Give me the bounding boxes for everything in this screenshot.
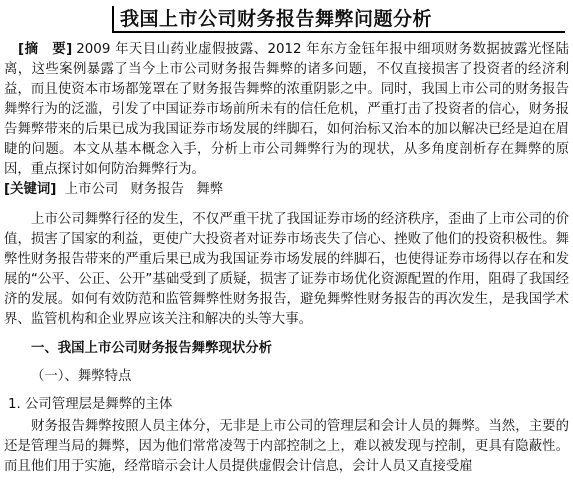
section-heading: 一、我国上市公司财务报告舞弊现状分析 (31, 341, 273, 356)
keyword-item: 财务报告 (130, 182, 185, 197)
abstract-tag: [摘 要] (18, 42, 73, 57)
abstract-text: 2009 年天目山药业虚假披露、2012 年东方金钰年报中细项财务数据披露光怪陆离，这些案例暴露了当今上市公司财务报告舞弊的诸多问题，不仅直接损害了投资者的经济利益，而且使资本市场都笼罩在了财务报告舞弊的浓重阴影之中。同时，我国上市公司的财务报告舞弊行为的泛滥，引发了中国证券市场前所未有的信任危机，严重打击了投资者的信心，财务报告舞弊带来的后果已成为我国证券市场发展的绊脚石，如何治标又治本的加以解决已经是迫在眉睫的问题。本文从基本概念入手，分析上市公司舞弊行为的现状，从多角度剖析存在舞弊的原因，重点探讨如何防治舞弊行为。 (4, 42, 569, 177)
keyword-item: 舞弊 (196, 182, 224, 197)
keywords-line (4, 180, 569, 200)
intro-paragraph: 上市公司舞弊行径的发生，不仅严重干扰了我国证券市场的经济秩序，歪曲了上市公司的价值，损害了国家的利益，更使广大投资者对证券市场丧失了信心、挫败了他们的投资积极性。舞弊性财务报告带来的严重后果已成为我国证券市场发展的绊脚石，也使得证券市场得以存在和发展的“公平、公正、公开”基础受到了质疑，损害了证券市场优化资源配置的作用，阻碍了我国经济的发展。如何有效防范和监管舞弊性财务报告，避免舞弊性财务报告的再次发生，是我国学术界、监管机构和企业界应该关注和解决的头等大事。 (4, 212, 569, 327)
title-accent-bar (112, 6, 114, 32)
keywords-tag: [关键词] (4, 182, 57, 197)
title-block (4, 0, 569, 38)
keyword-item: 上市公司 (64, 182, 119, 197)
body-paragraph: 财务报告舞弊按照人员主体分，无非是上市公司的管理层和会计人员的舞弊。当然，主要的还是管理当局的舞弊，因为他们常常凌驾于内部控制之上，难以被发现与控制，更具有隐蔽性。而且他们用于实施，经常暗示会计人员提供虚假会计信息，会计人员又直接受雇 (4, 419, 569, 474)
abstract-paragraph (4, 40, 569, 180)
item-heading: 1. 公司管理层是舞弊的主体 (8, 397, 173, 412)
document-title: 我国上市公司财务报告舞弊问题分析 (120, 8, 433, 30)
subsection-heading: （一）、舞弊特点 (31, 369, 132, 384)
